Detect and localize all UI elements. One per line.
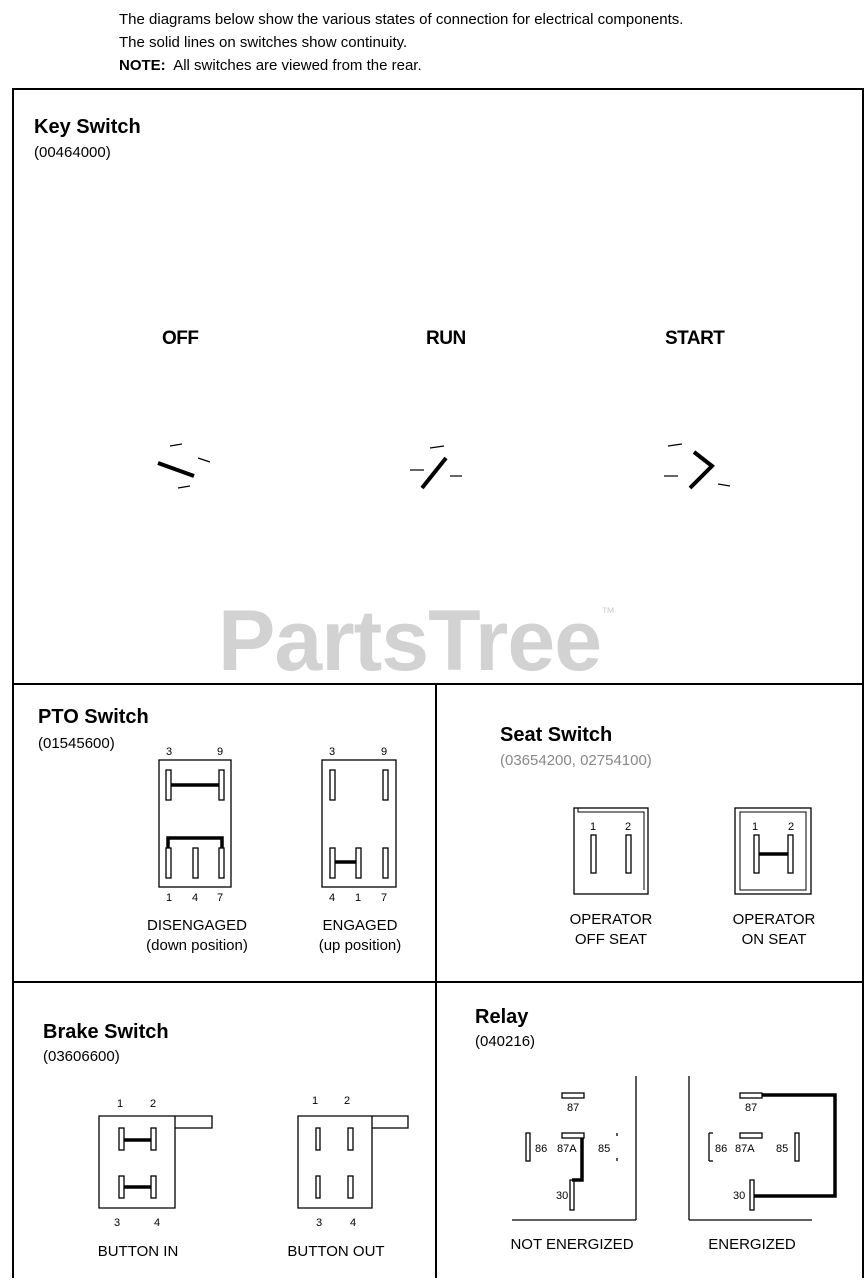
brake-in-diagram: [99, 1098, 212, 1229]
pto-dis-pin-1: 1: [166, 892, 173, 904]
note-label: NOTE:: [119, 57, 166, 74]
relay-ne-terminal-86: 86: [535, 1143, 548, 1155]
watermark-tm: ™: [601, 604, 615, 620]
relay-part-number: (040216): [475, 1033, 536, 1050]
seat-off-label-2: OFF SEAT: [574, 931, 648, 948]
brake-switch-title: Brake Switch: [43, 1021, 169, 1043]
seat-off-diagram: [574, 808, 648, 894]
seat-on-diagram: [735, 808, 811, 894]
pto-eng-pin-4: 4: [329, 892, 336, 904]
brake-out-pin-4: 4: [350, 1217, 357, 1229]
pto-disengaged-label: DISENGAGED: [146, 917, 248, 934]
brake-out-pin-2: 2: [344, 1095, 351, 1107]
brake-in-pin-2: 2: [150, 1098, 157, 1110]
pto-engaged-label: ENGAGED: [322, 917, 398, 934]
relay-ne-terminal-87a: 87A: [557, 1143, 577, 1155]
pto-dis-pin-3: 3: [166, 746, 173, 758]
key-position-start: START: [665, 328, 725, 349]
brake-in-caption: BUTTON IN: [97, 1243, 179, 1260]
pto-eng-pin-9: 9: [381, 746, 388, 758]
pto-engaged-diagram: [322, 746, 396, 904]
brake-out-diagram: [298, 1095, 408, 1229]
key-position-run: RUN: [426, 328, 466, 349]
note-text: All switches are viewed from the rear.: [173, 57, 422, 74]
pto-dis-pin-4: 4: [192, 892, 199, 904]
relay-ne-terminal-85: 85: [598, 1143, 611, 1155]
relay-title: Relay: [475, 1006, 529, 1028]
brake-switch-part-number: (03606600): [43, 1048, 120, 1065]
key-off-symbol: [158, 444, 210, 488]
seat-on-pin-1: 1: [752, 821, 759, 833]
relay-e-terminal-87a: 87A: [735, 1143, 755, 1155]
pto-disengaged-diagram: [159, 746, 231, 904]
key-run-symbol: [410, 446, 462, 488]
seat-switch-title: Seat Switch: [500, 724, 613, 746]
brake-in-pin-1: 1: [117, 1098, 124, 1110]
relay-ne-terminal-30: 30: [556, 1190, 569, 1202]
key-start-symbol: [664, 444, 730, 488]
pto-switch-title: PTO Switch: [38, 706, 149, 728]
relay-e-terminal-30: 30: [733, 1190, 746, 1202]
intro-line-2: The solid lines on switches show continuity.: [119, 34, 408, 51]
pto-eng-pin-3: 3: [329, 746, 336, 758]
seat-on-label-2: ON SEAT: [741, 931, 807, 948]
brake-out-pin-3: 3: [316, 1217, 323, 1229]
brake-in-pin-3: 3: [114, 1217, 121, 1229]
seat-on-pin-2: 2: [788, 821, 795, 833]
brake-out-caption: BUTTON OUT: [287, 1243, 385, 1260]
relay-ne-terminal-87: 87: [567, 1102, 580, 1114]
pto-switch-part-number: (01545600): [38, 735, 115, 752]
relay-energized-caption: ENERGIZED: [708, 1236, 796, 1253]
relay-e-terminal-85: 85: [776, 1143, 789, 1155]
relay-not-energized-caption: NOT ENERGIZED: [510, 1236, 634, 1253]
relay-energized-diagram: [689, 1076, 835, 1220]
seat-off-pin-2: 2: [625, 821, 632, 833]
watermark-text: PartsTree: [218, 593, 602, 689]
relay-e-terminal-86: 86: [715, 1143, 728, 1155]
seat-off-pin-1: 1: [590, 821, 597, 833]
pto-eng-pin-1: 1: [355, 892, 362, 904]
pto-dis-pin-9: 9: [217, 746, 224, 758]
key-switch-title: Key Switch: [34, 116, 141, 138]
key-position-off: OFF: [162, 328, 199, 349]
pto-dis-pin-7: 7: [217, 892, 224, 904]
intro-line-1: The diagrams below show the various states of connection for electrical components.: [119, 11, 684, 28]
key-switch-part-number: (00464000): [34, 144, 111, 161]
seat-on-label-1: OPERATOR: [732, 911, 816, 928]
seat-switch-part-number: (03654200, 02754100): [500, 752, 652, 769]
pto-eng-pin-7: 7: [381, 892, 388, 904]
brake-out-pin-1: 1: [312, 1095, 319, 1107]
relay-not-energized-diagram: [512, 1076, 636, 1220]
pto-engaged-sublabel: (up position): [318, 937, 402, 954]
seat-off-label-1: OPERATOR: [569, 911, 653, 928]
relay-e-terminal-87: 87: [745, 1102, 758, 1114]
pto-disengaged-sublabel: (down position): [146, 937, 248, 954]
brake-in-pin-4: 4: [154, 1217, 161, 1229]
